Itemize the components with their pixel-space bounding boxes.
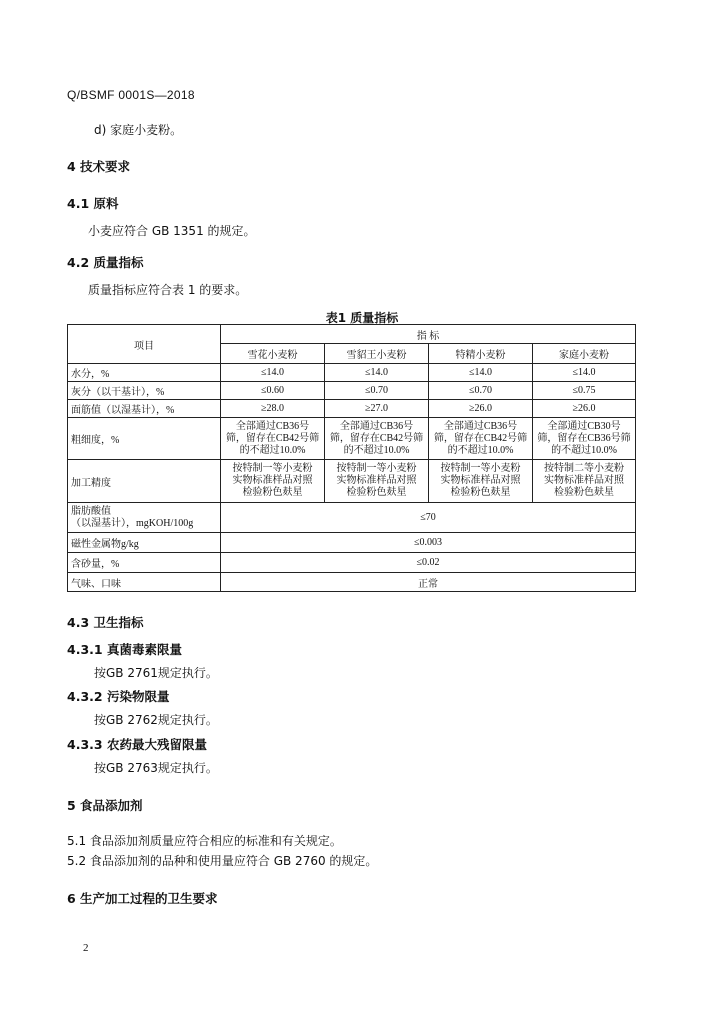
table-cell: 按特制一等小麦粉 实物标准样品对照 检验粉色麸星 (429, 460, 533, 503)
table-row (68, 553, 636, 573)
table-cell: ≥26.0 (533, 400, 636, 418)
table-cell: ≤0.60 (221, 382, 325, 400)
column-header: 雪貂王小麦粉 (325, 344, 429, 364)
section-4-3-2-text: 按GB 2762规定执行。 (94, 713, 218, 727)
table-cell: ≤0.75 (533, 382, 636, 400)
section-5-1-text: 5.1 食品添加剂质量应符合相应的标准和有关规定。 (67, 834, 342, 848)
section-4-1-text: 小麦应符合 GB 1351 的规定。 (88, 224, 256, 238)
table-cell: ≤14.0 (325, 364, 429, 382)
section-4-2-heading: 4.2 质量指标 (67, 255, 144, 270)
row-label: 粗细度，% (68, 418, 221, 460)
section-4-2-text: 质量指标应符合表 1 的要求。 (88, 283, 248, 297)
table-cell: ≤14.0 (429, 364, 533, 382)
table-row (68, 364, 636, 382)
row-label: 水分，% (68, 364, 221, 382)
table-cell: ≥27.0 (325, 400, 429, 418)
table-cell: ≤0.02 (221, 553, 636, 573)
table-cell: ≤0.70 (429, 382, 533, 400)
section-4-3-1-heading: 4.3.1 真菌毒素限量 (67, 642, 182, 657)
row-label: 脂肪酸值 （以湿基计），mgKOH/100g (68, 503, 221, 533)
section-4-3-3-heading: 4.3.3 农药最大残留限量 (67, 737, 207, 752)
section-5-2-text: 5.2 食品添加剂的品种和使用量应符合 GB 2760 的规定。 (67, 854, 378, 868)
row-label: 加工精度 (68, 460, 221, 503)
table-cell: ≤0.70 (325, 382, 429, 400)
column-header: 家庭小麦粉 (533, 344, 636, 364)
table-cell: 全部通过CB36号 筛，留存在CB42号筛 的不超过10.0% (221, 418, 325, 460)
section-5-heading: 5 食品添加剂 (67, 798, 143, 813)
header-index: 指 标 (221, 325, 636, 344)
row-label: 面筋值（以湿基计），% (68, 400, 221, 418)
table-cell: 全部通过CB36号 筛，留存在CB42号筛 的不超过10.0% (325, 418, 429, 460)
table-row (68, 460, 636, 503)
table-row (68, 573, 636, 592)
table-cell: ≤70 (221, 503, 636, 533)
table-cell: 全部通过CB36号 筛，留存在CB42号筛 的不超过10.0% (429, 418, 533, 460)
table-cell: 全部通过CB30号 筛，留存在CB36号筛 的不超过10.0% (533, 418, 636, 460)
section-4-3-3-text: 按GB 2763规定执行。 (94, 761, 218, 775)
list-item-d: d) 家庭小麦粉。 (94, 123, 183, 137)
section-4-heading: 4 技术要求 (67, 159, 131, 174)
table-row (68, 382, 636, 400)
row-label: 磁性金属物g/kg (68, 533, 221, 553)
table-row (68, 503, 636, 533)
table-row (68, 418, 636, 460)
table-cell: ≤14.0 (221, 364, 325, 382)
row-label: 含砂量，% (68, 553, 221, 573)
header-item: 项目 (68, 325, 221, 364)
table-cell: 按特制一等小麦粉 实物标准样品对照 检验粉色麸星 (325, 460, 429, 503)
section-6-heading: 6 生产加工过程的卫生要求 (67, 891, 218, 906)
table-cell: 正常 (221, 573, 636, 592)
table-cell: ≥26.0 (429, 400, 533, 418)
row-label: 气味、口味 (68, 573, 221, 592)
page-number: 2 (83, 942, 89, 954)
table-header-row (68, 325, 636, 344)
table-caption: 表1 质量指标 (325, 311, 399, 325)
column-header: 雪花小麦粉 (221, 344, 325, 364)
section-4-3-2-heading: 4.3.2 污染物限量 (67, 689, 170, 704)
table-row (68, 533, 636, 553)
column-header: 特精小麦粉 (429, 344, 533, 364)
row-label: 灰分（以干基计），% (68, 382, 221, 400)
section-4-3-heading: 4.3 卫生指标 (67, 615, 144, 630)
section-4-3-1-text: 按GB 2761规定执行。 (94, 666, 218, 680)
quality-index-table (67, 324, 636, 592)
section-4-1-heading: 4.1 原料 (67, 196, 119, 211)
table-cell: 按特制一等小麦粉 实物标准样品对照 检验粉色麸星 (221, 460, 325, 503)
table-cell: ≤14.0 (533, 364, 636, 382)
table-row (68, 400, 636, 418)
table-cell: ≥28.0 (221, 400, 325, 418)
table-cell: ≤0.003 (221, 533, 636, 553)
document-code: Q/BSMF 0001S—2018 (67, 88, 195, 102)
table-cell: 按特制二等小麦粉 实物标准样品对照 检验粉色麸星 (533, 460, 636, 503)
